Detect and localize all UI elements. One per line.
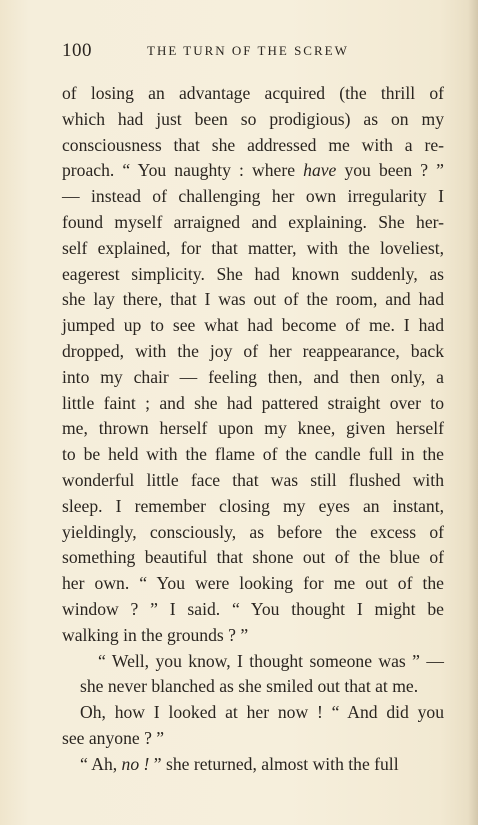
text-line: walking in the grounds ? ” (62, 624, 249, 645)
page-number: 100 (62, 40, 92, 61)
text-line: me, thrown herself upon my knee, given herself (62, 418, 444, 439)
text-line: “ Well, you know, I thought someone was ” — (98, 650, 444, 671)
text-line: her own. “ You were looking for me out of the (62, 573, 444, 594)
paragraph (62, 81, 444, 649)
paragraph (62, 649, 444, 701)
text-line: found myself arraigned and explaining. She her- (62, 211, 444, 232)
text-line: Oh, how I looked at her now ! “ And did you (80, 702, 444, 723)
text-line: jumped up to see what had become of me. I had (62, 315, 444, 336)
text-line: which had just been so prodigious) as on my (62, 108, 444, 129)
text-line: — instead of challenging her own irregularity I (62, 186, 444, 207)
text-line: of losing an advantage acquired (the thrill of (62, 83, 444, 103)
text-line: she lay there, that I was out of the room, and had (62, 289, 444, 310)
text-line: sleep. I remember closing my eyes an instant, (62, 495, 444, 516)
page-edge-shadow (468, 0, 478, 825)
text-line: see anyone ? ” (62, 727, 165, 748)
text-line: she never blanched as she smiled out that at me. (80, 676, 419, 697)
paragraph (62, 752, 444, 778)
text-line: dropped, with the joy of her reappearance, back (62, 340, 444, 361)
text-line: wonderful little face that was still flushed with (62, 469, 444, 490)
paragraph (62, 700, 444, 752)
text-line: eagerest simplicity. She had known suddenly, as (62, 263, 444, 284)
text-line: yieldingly, consciously, as before the excess of (62, 521, 444, 542)
text-line: little faint ; and she had pattered straight over to (62, 392, 444, 413)
page-header (62, 40, 442, 62)
body-text (62, 81, 444, 778)
text-line: something beautiful that shone out of the blue of (62, 547, 444, 568)
emphasis: have (303, 160, 337, 181)
text-line: “ Ah, no ! ” she returned, almost with the full (80, 753, 399, 774)
emphasis: no ! (121, 753, 150, 774)
text-line: window ? ” I said. “ You thought I might be (62, 598, 444, 619)
text-line: self explained, for that matter, with the loveliest, (62, 237, 444, 258)
text-line: into my chair — feeling then, and then only, a (62, 366, 444, 387)
text-line: proach. “ You naughty : where have you been ? ” (62, 160, 444, 181)
text-line: to be held with the flame of the candle full in the (62, 444, 444, 465)
text-line: consciousness that she addressed me with a re- (62, 134, 444, 155)
running-head: THE TURN OF THE SCREW (147, 43, 349, 58)
